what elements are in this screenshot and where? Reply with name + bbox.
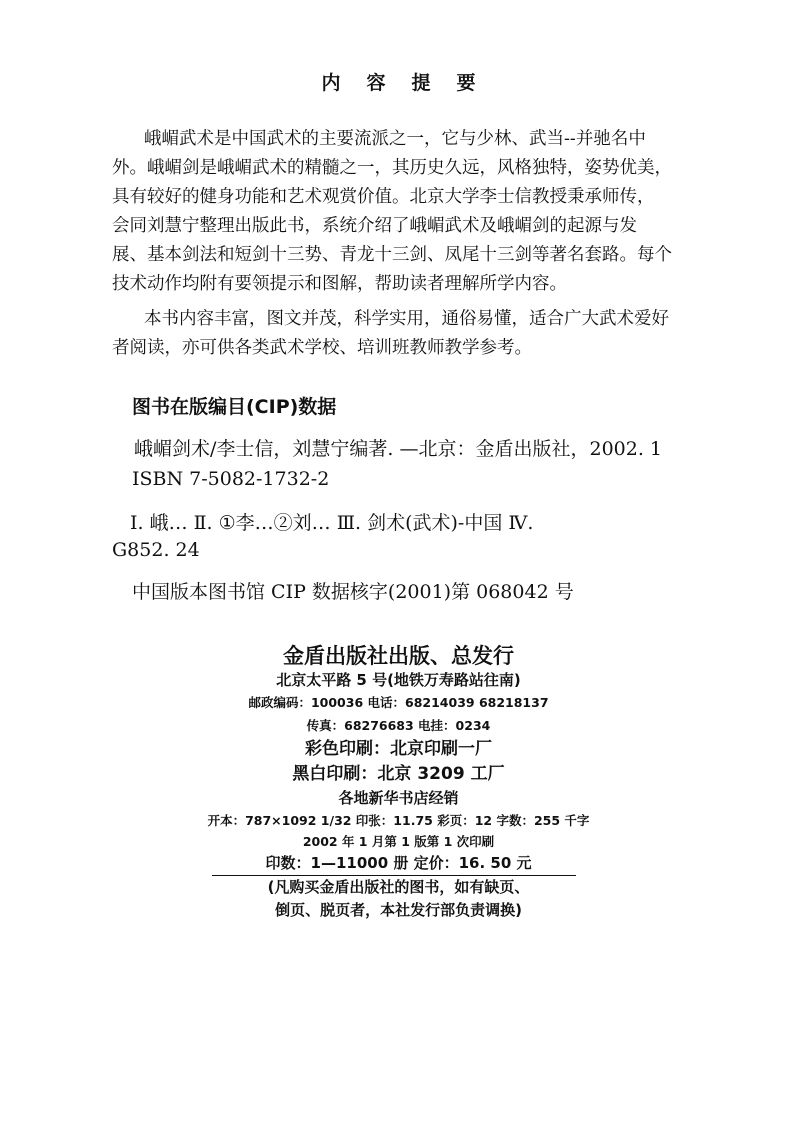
- cip-record-number: 中国版本图书馆 CIP 数据核字(2001)第 068042 号: [132, 581, 574, 603]
- summary-title: 内容提要: [321, 72, 502, 94]
- publisher-name: 金盾出版社出版、总发行: [283, 644, 514, 668]
- cip-heading: 图书在版编目(CIP)数据: [132, 396, 337, 418]
- publisher-bw-printer: 黑白印刷：北京 3209 工厂: [292, 764, 505, 784]
- publisher-fax-cable: 传真：68276683 电挂：0234: [306, 718, 491, 733]
- summary-line-6: 技术动作均附有要领提示和图解，帮助读者理解所学内容。: [112, 274, 567, 294]
- publisher-notice-line-2: 倒页、脱页者，本社发行部负责调换): [275, 901, 522, 919]
- cip-isbn: ISBN 7-5082-1732-2: [132, 468, 330, 490]
- summary-line-5: 展、基本剑法和短剑十三势、青龙十三剑、凤尾十三剑等著名套路。每个: [112, 245, 672, 265]
- publisher-print-run-price: 印数：1—11000 册 定价：16. 50 元: [265, 854, 532, 872]
- publisher-divider: [212, 875, 576, 876]
- summary-line-4: 会同刘慧宁整理出版此书，系统介绍了峨嵋武术及峨嵋剑的起源与发: [112, 216, 637, 236]
- publisher-color-printer: 彩色印刷：北京印刷一厂: [305, 739, 492, 759]
- summary-line-2: 外。峨嵋剑是峨嵋武术的精髓之一，其历史久远，风格独特，姿势优美，: [112, 158, 672, 178]
- publisher-distribution: 各地新华书店经销: [338, 789, 459, 807]
- summary-line-7: 本书内容丰富，图文并茂，科学实用，通俗易懂，适合广大武术爱好: [144, 309, 669, 329]
- summary-line-1: 峨嵋武术是中国武术的主要流派之一，它与少林、武当--并驰名中: [144, 129, 646, 149]
- summary-line-3: 具有较好的健身功能和艺术观赏价值。北京大学李士信教授秉承师传，: [112, 187, 655, 207]
- cip-entry-line: 峨嵋剑术/李士信，刘慧宁编著. —北京：金盾出版社，2002. 1: [134, 438, 663, 460]
- publisher-address: 北京太平路 5 号(地铁万寿路站往南): [276, 671, 521, 689]
- publisher-specs: 开本：787×1092 1/32 印张：11.75 彩页：12 字数：255 千字: [207, 813, 590, 828]
- publisher-postcode-phone: 邮政编码：100036 电话：68214039 68218137: [248, 695, 549, 710]
- publisher-notice-line-1: (凡购买金盾出版社的图书，如有缺页、: [267, 878, 530, 896]
- publisher-edition: 2002 年 1 月第 1 版第 1 次印刷: [302, 834, 495, 849]
- summary-line-8: 者阅读，亦可供各类武术学校、培训班教师教学参考。: [112, 338, 532, 358]
- cip-class-line-2: G852. 24: [112, 539, 200, 561]
- cip-class-line-1: Ⅰ. 峨… Ⅱ. ①李…②刘… Ⅲ. 剑术(武术)-中国 Ⅳ.: [130, 512, 534, 534]
